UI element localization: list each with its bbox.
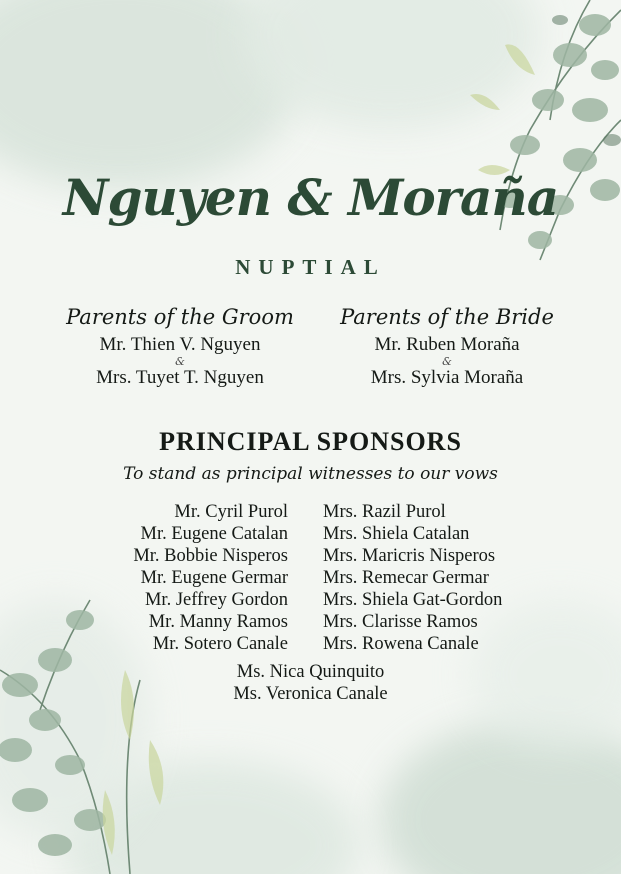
- sponsor-name: Mr. Manny Ramos: [148, 612, 288, 632]
- sponsor-name: Mrs. Remecar Germar: [323, 568, 489, 588]
- sponsor-name: Mrs. Razil Purol: [323, 502, 446, 522]
- couple-names-title: Nguyen & Moraña: [62, 168, 559, 227]
- bride-mother-name: Mrs. Sylvia Moraña: [370, 367, 524, 388]
- ampersand: &: [442, 355, 452, 368]
- bride-father-name: Mr. Ruben Moraña: [374, 334, 520, 355]
- principal-sponsors-heading: PRINCIPAL SPONSORS: [159, 427, 462, 456]
- male-sponsors-list: [133, 501, 288, 655]
- parents-of-groom: [35, 300, 325, 389]
- sponsor-name: Ms. Veronica Canale: [233, 684, 388, 704]
- sponsor-name: Mr. Cyril Purol: [174, 502, 288, 522]
- sponsor-name: Mr. Sotero Canale: [152, 634, 288, 654]
- parents-of-bride: [302, 300, 592, 389]
- sponsor-name: Ms. Nica Quinquito: [236, 662, 385, 682]
- sponsor-name: Mrs. Shiela Catalan: [323, 524, 470, 544]
- sponsor-name: Mrs. Shiela Gat-Gordon: [323, 590, 503, 610]
- eucalyptus-foliage-top-right-icon: [440, 0, 621, 270]
- principal-sponsors-subheading: To stand as principal witnesses to our vows: [123, 464, 498, 484]
- nuptial-subtitle: NUPTIAL: [235, 255, 386, 279]
- sponsor-name: Mr. Bobbie Nisperos: [133, 546, 288, 566]
- parents-of-groom-heading: Parents of the Groom: [66, 305, 294, 329]
- groom-father-name: Mr. Thien V. Nguyen: [99, 334, 261, 355]
- female-sponsors-list: [323, 501, 502, 655]
- sponsor-name: Mrs. Clarisse Ramos: [323, 612, 478, 632]
- groom-mother-name: Mrs. Tuyet T. Nguyen: [96, 367, 264, 388]
- additional-sponsors-list: [0, 661, 621, 705]
- sponsor-name: Mr. Eugene Catalan: [140, 524, 288, 544]
- sponsor-name: Mr. Jeffrey Gordon: [144, 590, 288, 610]
- sponsor-name: Mrs. Rowena Canale: [323, 634, 479, 654]
- ampersand: &: [175, 355, 185, 368]
- sponsor-name: Mrs. Maricris Nisperos: [323, 546, 496, 566]
- sponsor-name: Mr. Eugene Germar: [140, 568, 288, 588]
- parents-of-bride-heading: Parents of the Bride: [340, 305, 554, 329]
